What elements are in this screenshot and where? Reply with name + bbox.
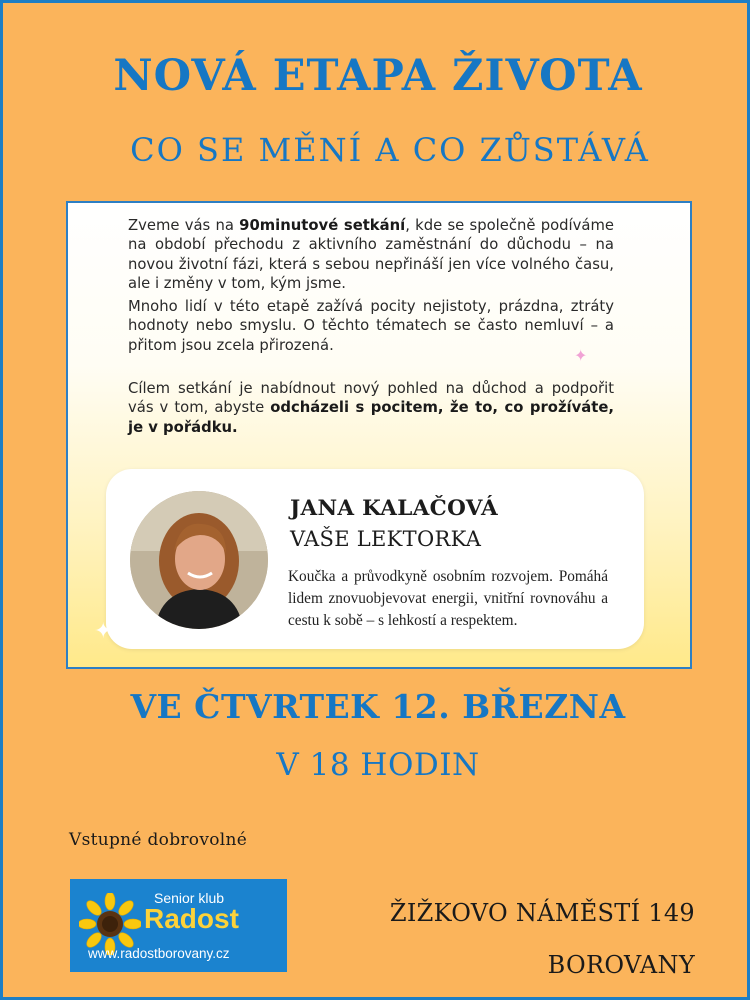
poster-title: NOVÁ ETAPA ŽIVOTA xyxy=(113,51,643,101)
poster-subtitle: CO SE MĚNÍ A CO ZŮSTÁVÁ xyxy=(130,131,650,169)
entry-fee: Vstupné dobrovolné xyxy=(69,830,248,850)
intro-paragraph-3 xyxy=(128,379,614,437)
intro-highlight: 90minutové setkání xyxy=(239,217,406,234)
sparkle-icon: ✦ xyxy=(574,346,588,365)
address-street: ŽIŽKOVO NÁMĚSTÍ 149 xyxy=(389,899,695,927)
address-town: BOROVANY xyxy=(547,951,695,979)
logo-website[interactable]: www.radostborovany.cz xyxy=(88,946,230,961)
intro-text: Cílem setkání je nabídnout nový pohled na důchod a podpořit vás v tom, abyste xyxy=(128,380,614,417)
lector-name: JANA KALAČOVÁ xyxy=(290,496,499,521)
lector-card xyxy=(106,469,644,649)
intro-paragraph-1 xyxy=(128,216,614,293)
sparkle-icon: ✦ xyxy=(94,619,113,644)
lector-bio: Koučka a průvodkyně osobním rozvojem. Pomáhá lidem znovuobjevovat energii, vnitřní rovnováhu a cestu k sobě – s lehkostí a respektem. xyxy=(288,568,608,629)
event-time: V 18 HODIN xyxy=(276,747,480,783)
intro-text: Zveme vás na xyxy=(128,217,240,234)
intro-highlight: odcházeli s pocitem, že to, co prožíváte, je v pořádku. xyxy=(128,399,614,436)
senior-club-logo xyxy=(70,879,287,972)
logo-name: Radost xyxy=(144,903,239,934)
portrait-photo-icon xyxy=(130,491,268,629)
info-card xyxy=(66,201,692,669)
lector-role: VAŠE LEKTORKA xyxy=(290,527,482,551)
intro-text: , kde se společně podíváme na období přechodu z aktivního zaměstnání do důchodu – na novou životní fázi, která s sebou nepřináší jen více volného času, ale i změny v tom, kým jsme. xyxy=(128,217,614,292)
event-date: VE ČTVRTEK 12. BŘEZNA xyxy=(130,687,626,726)
logo-subtitle: Senior klub xyxy=(154,890,225,906)
event-address xyxy=(343,887,695,991)
intro-paragraph-2: Mnoho lidí v této etapě zažívá pocity nejistoty, prázdna, ztráty hodnoty nebo smyslu. O těchto tématech se často nemluví – a přitom jsou zcela přirozená. xyxy=(128,298,614,354)
lector-photo xyxy=(130,491,268,629)
